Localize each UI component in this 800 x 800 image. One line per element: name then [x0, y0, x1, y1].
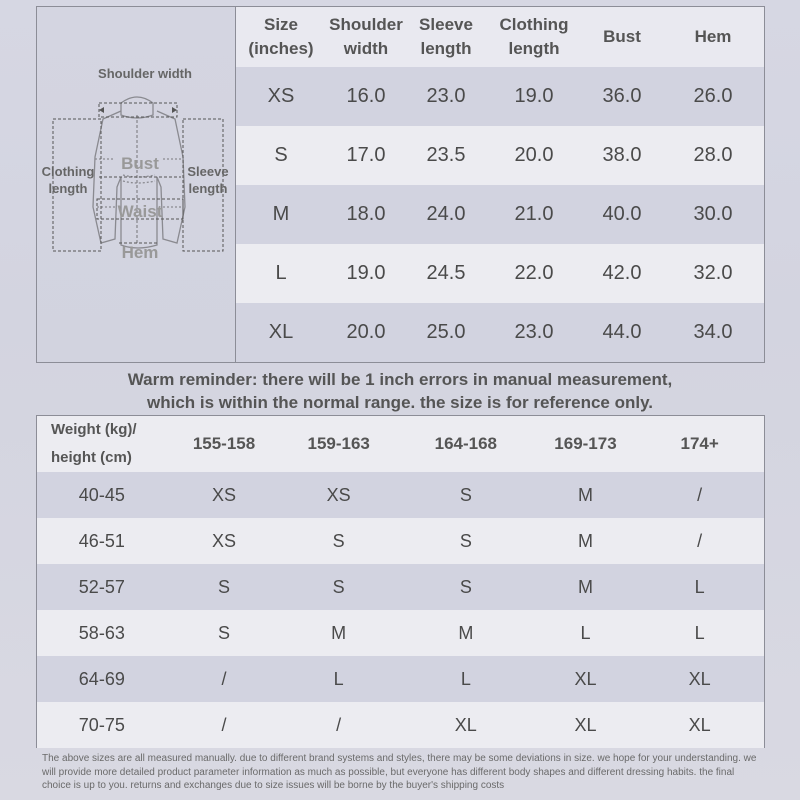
bust-label: Bust: [121, 154, 159, 173]
cell-size: XS: [211, 530, 236, 551]
col-clothing: Clothing length: [499, 15, 569, 58]
col-hem: Hem: [694, 27, 732, 46]
cell-sleeve: 24.0: [426, 203, 466, 225]
cell-hem: 28.0: [693, 144, 733, 166]
cell-size: M: [577, 530, 593, 551]
table-row: [236, 126, 764, 185]
cell-sleeve: 23.5: [426, 144, 466, 166]
cell-weight: 64-69: [78, 668, 125, 689]
col-height: 174+: [680, 434, 719, 453]
warm-reminder: [0, 368, 800, 414]
cell-clothing: 19.0: [514, 85, 554, 107]
shoulder-width-label: Shoulder width: [98, 66, 192, 81]
col-size: Size (inches): [248, 15, 314, 58]
table-row: [37, 518, 764, 564]
cell-hem: 34.0: [693, 321, 733, 343]
cell-shoulder: 18.0: [346, 203, 386, 225]
cell-weight: 46-51: [78, 530, 125, 551]
cell-size: L: [333, 668, 344, 689]
cell-size: XS: [326, 484, 351, 505]
weight-height-table: [36, 415, 765, 748]
garment-diagram: [37, 7, 236, 362]
col-shoulder: Shoulder width: [329, 15, 403, 58]
corner-header: [37, 416, 167, 472]
table-row: [236, 185, 764, 244]
cell-size: S: [332, 576, 345, 597]
cell-size: S: [332, 530, 345, 551]
cell-size: S: [459, 484, 472, 505]
col-bust: Bust: [603, 27, 641, 46]
cell-size: XS: [211, 484, 236, 505]
cell-clothing: 22.0: [514, 262, 554, 284]
cell-size: /: [221, 668, 227, 689]
col-height: 164-168: [434, 434, 498, 453]
corner-weight: Weight (kg)/: [51, 421, 137, 438]
waist-label: Waist: [117, 202, 163, 221]
cell-size: S: [217, 622, 230, 643]
table-row: [37, 610, 764, 656]
table-row: [37, 472, 764, 518]
cell-size: L: [460, 668, 471, 689]
cell-size: S: [459, 530, 472, 551]
disclaimer-note: The above sizes are all measured manually. due to different brand systems and styles, there may be some deviations in size. we hope for your understanding. we will provide more detailed product parameter information as much as possible, but everyone has different body shapes and different dressing habits. the final choice is up to you. returns and exchanges due to size issues will be borne by the buyer's shipping costs: [42, 753, 757, 791]
table-row: [236, 244, 764, 303]
cell-size: L: [694, 622, 705, 643]
size-chart: [36, 6, 765, 363]
cell-size: XS: [267, 85, 295, 107]
table-row: [37, 702, 764, 748]
table-header-row: [236, 7, 764, 67]
cell-shoulder: 17.0: [346, 144, 386, 166]
col-height: 155-158: [192, 434, 256, 453]
cell-size: S: [217, 576, 230, 597]
cell-shoulder: 20.0: [346, 321, 386, 343]
cell-bust: 36.0: [602, 85, 642, 107]
cell-size: /: [697, 484, 703, 505]
cell-size: L: [580, 622, 591, 643]
cell-size: /: [221, 714, 227, 735]
sleeve-length-label: Sleeve length: [187, 164, 229, 196]
weight-table-body: [37, 472, 764, 748]
cell-weight: 52-57: [78, 576, 125, 597]
cell-size: M: [272, 203, 290, 225]
cell-clothing: 20.0: [514, 144, 554, 166]
hem-label: Hem: [121, 243, 159, 262]
col-sleeve: Sleeve length: [419, 15, 473, 58]
table-row: [37, 656, 764, 702]
cell-hem: 26.0: [693, 85, 733, 107]
cell-sleeve: 24.5: [426, 262, 466, 284]
clothing-length-label: Clothing length: [41, 164, 95, 196]
cell-clothing: 21.0: [514, 203, 554, 225]
cell-bust: 42.0: [602, 262, 642, 284]
cell-sleeve: 25.0: [426, 321, 466, 343]
size-measurement-table: [236, 7, 764, 362]
cell-weight: 58-63: [78, 622, 125, 643]
cell-hem: 30.0: [693, 203, 733, 225]
cell-shoulder: 19.0: [346, 262, 386, 284]
cell-size: /: [697, 530, 703, 551]
cell-shoulder: 16.0: [346, 85, 386, 107]
cell-size: L: [275, 262, 287, 284]
corner-height: height (cm): [51, 449, 132, 466]
table-header-row: [37, 416, 764, 472]
table-row: [236, 303, 764, 362]
table-row: [37, 564, 764, 610]
cell-hem: 32.0: [693, 262, 733, 284]
cell-weight: 40-45: [78, 484, 125, 505]
cell-size: S: [274, 144, 288, 166]
table-row: [236, 67, 764, 126]
cell-size: M: [331, 622, 347, 643]
cell-bust: 40.0: [602, 203, 642, 225]
cell-size: S: [459, 576, 472, 597]
cell-size: XL: [574, 668, 597, 689]
col-height: 159-163: [307, 434, 370, 453]
cell-size: /: [336, 714, 342, 735]
cell-size: L: [694, 576, 705, 597]
cell-bust: 38.0: [602, 144, 642, 166]
cell-size: M: [577, 484, 593, 505]
cell-sleeve: 23.0: [426, 85, 466, 107]
size-table-body: [236, 67, 764, 362]
reminder-line-1: Warm reminder: there will be 1 inch errors in manual measurement,: [127, 370, 673, 389]
cell-size: XL: [454, 714, 477, 735]
cell-size: XL: [688, 668, 711, 689]
cell-weight: 70-75: [78, 714, 125, 735]
cell-size: XL: [688, 714, 711, 735]
cell-clothing: 23.0: [514, 321, 554, 343]
col-height: 169-173: [554, 434, 617, 453]
cell-size: M: [577, 576, 593, 597]
cell-bust: 44.0: [602, 321, 642, 343]
cell-size: XL: [574, 714, 597, 735]
reminder-line-2: which is within the normal range. the size is for reference only.: [146, 393, 654, 412]
cell-size: XL: [268, 321, 294, 343]
cell-size: M: [458, 622, 474, 643]
